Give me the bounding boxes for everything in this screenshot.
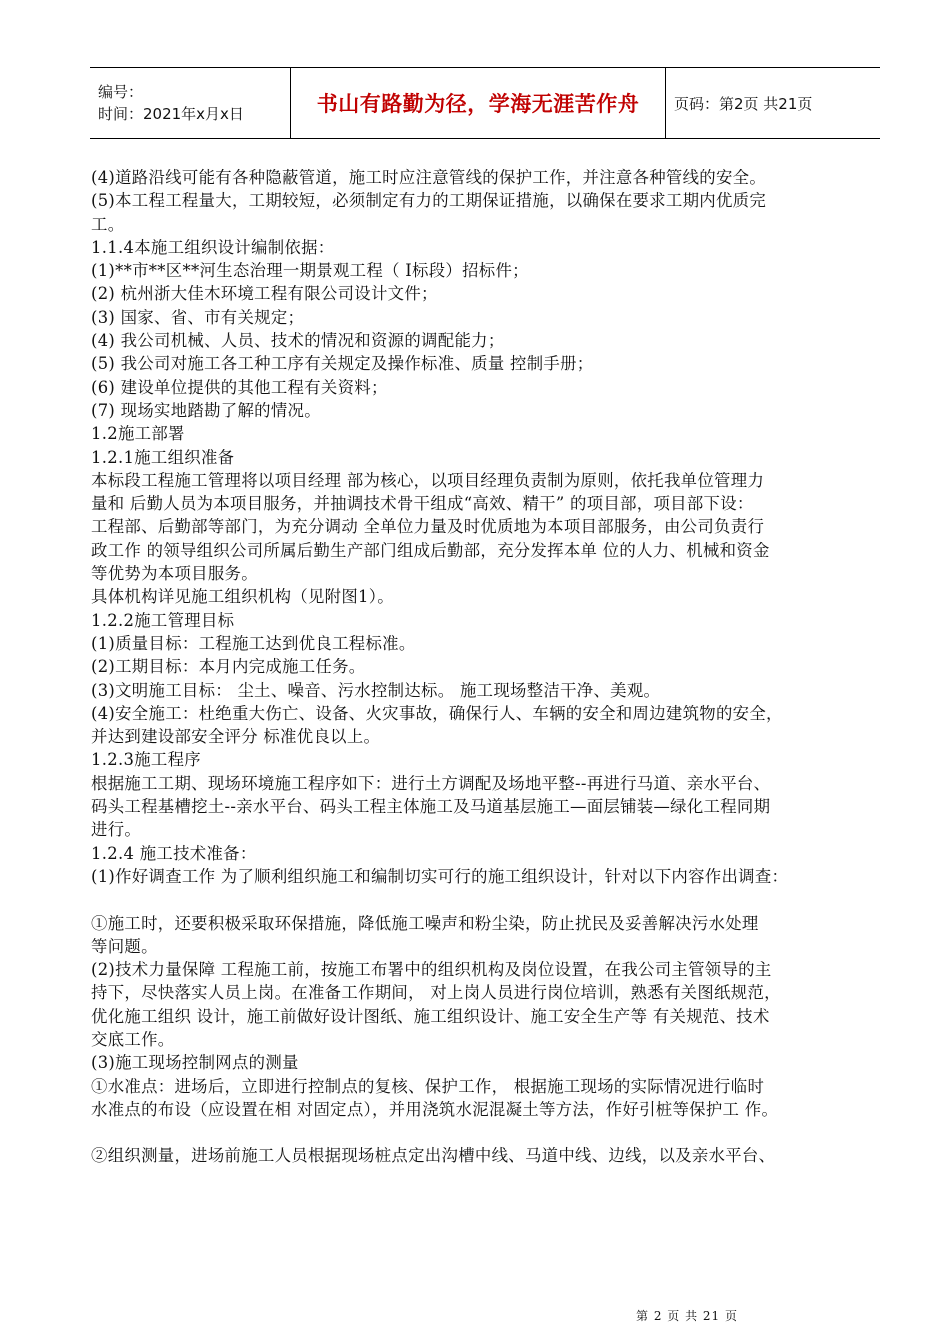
paragraph-line: 本标段工程施工管理将以项目经理 部为核心，以项目经理负责制为原则，依托我单位管理力 [91,470,765,490]
paragraph-line: 等优势为本项目服务。 [91,564,258,584]
paragraph-line: 1.2.4 施工技术准备： [91,843,257,863]
paragraph-line: 根据施工工期、现场环境施工程序如下：进行土方调配及场地平整--再进行马道、亲水平台、 [91,773,771,793]
paragraph-line: 1.2.1施工组织准备 [91,447,235,467]
paragraph-line: (5) 我公司对施工各工种工序有关规定及操作标准、质量 控制手册； [91,354,594,374]
paragraph-line: (1)作好调查工作 为了顺利组织施工和编制切实可行的施工组织设计，针对以下内容作出调查： [91,866,789,886]
paragraph-line: 1.1.4本施工组织设计编制依据： [91,237,335,257]
paragraph-line: 优化施工组织 设计，施工前做好设计图纸、施工组织设计、施工安全生产等 有关规范、技术 [91,1006,770,1026]
paragraph-line: ②组织测量，进场前施工人员根据现场桩点定出沟槽中线、马道中线、边线，以及亲水平台、 [91,1146,776,1166]
paragraph-line: (4)道路沿线可能有各种隐蔽管道，施工时应注意管线的保护工作，并注意各种管线的安全。 [91,168,767,187]
header-motto-cell [290,68,666,138]
paragraph-line: 码头工程基槽挖土--亲水平台、码头工程主体施工及马道基层施工—面层铺装—绿化工程同期 [91,797,771,817]
paragraph-line: 水准点的布设（应设置在相 对固定点），并用浇筑水泥混凝土等方法，作好引桩等保护工 作。 [91,1099,779,1119]
paragraph-line: 量和 后勤人员为本项目服务，并抽调技术骨干组成“高效、精干” 的项目部，项目部下设： [91,494,754,514]
paragraph-line: 1.2.2施工管理目标 [91,610,235,630]
paragraph-line: 1.2施工部署 [91,424,185,444]
paragraph-line: (2) 杭州浙大佳木环境工程有限公司设计文件； [91,284,438,304]
paragraph-line: (6) 建设单位提供的其他工程有关资料； [91,377,388,397]
paragraph-line: 具体机构详见施工组织机构（见附图1）。 [91,587,394,607]
paragraph-line: (1)**市**区**河生态治理一期景观工程（ Ⅰ标段）招标件； [91,261,529,281]
paragraph-line: ①水准点：进场后，立即进行控制点的复核、保护工作， 根据施工现场的实际情况进行临时 [91,1076,765,1096]
header-page-cell [666,68,880,138]
paragraph-line: (1)质量目标：工程施工达到优良工程标准。 [91,633,416,653]
paragraph-line: (7) 现场实地踏勘了解的情况。 [91,400,321,420]
paragraph-line: 持下，尽快落实人员上岗。在准备工作期间， 对上岗人员进行岗位培训，熟悉有关图纸规范， [91,983,781,1003]
paragraph-line: 等问题。 [91,936,158,956]
paragraph-line: 并达到建设部安全评分 标准优良以上。 [91,727,381,747]
paragraph-line: 工程部、后勤部等部门，为充分调动 全单位力量及时优质地为本项目部服务，由公司负责行 [91,517,765,537]
paragraph-line: (3)文明施工目标： 尘土、噪音、污水控制达标。 施工现场整洁干净、美观。 [91,680,661,700]
time-label: 时间：2021年x月x日 [98,105,244,123]
paragraph-line: (3) 国家、省、市有关规定； [91,307,305,327]
page-label: 页码：第2页 共21页 [674,94,813,113]
paragraph-line: (2)技术力量保障 工程施工前，按施工布署中的组织机构及岗位设置，在我公司主管领导的主 [91,960,772,980]
paragraph-line: (5)本工程工程量大，工期较短，必须制定有力的工期保证措施，以确保在要求工期内优质完 [91,191,767,211]
paragraph-line: (4)安全施工：杜绝重大伤亡、设备、火灾事故，确保行人、车辆的安全和周边建筑物的安全， [91,703,783,723]
paragraph-line: (4) 我公司机械、人员、技术的情况和资源的调配能力； [91,331,505,351]
paragraph-line: 交底工作。 [91,1029,175,1049]
paragraph-line: (3)施工现场控制网点的测量 [91,1053,299,1073]
paragraph-line: 进行。 [91,820,142,840]
paragraph-line: (2)工期目标：本月内完成施工任务。 [91,657,366,677]
header-motto: 书山有路勤为径，学海无涯苦作舟 [316,92,640,116]
blank-line [91,1121,891,1144]
page-header [90,67,880,139]
paragraph-line: 政工作 的领导组织公司所属后勤生产部门组成后勤部，充分发挥本单 位的人力、机械和资金 [91,540,770,560]
paragraph-line: 工。 [91,214,125,234]
serial-label: 编号： [98,83,144,101]
blank-line [91,888,891,911]
document-body [91,166,891,1168]
paragraph-line: ①施工时，还要积极采取环保措施，降低施工噪声和粉尘染，防止扰民及妥善解决污水处理 [91,913,759,933]
paragraph-line: 1.2.3施工程序 [91,750,201,770]
page-footer: 第 2 页 共 21 页 [636,1309,738,1323]
header-meta [90,68,290,138]
